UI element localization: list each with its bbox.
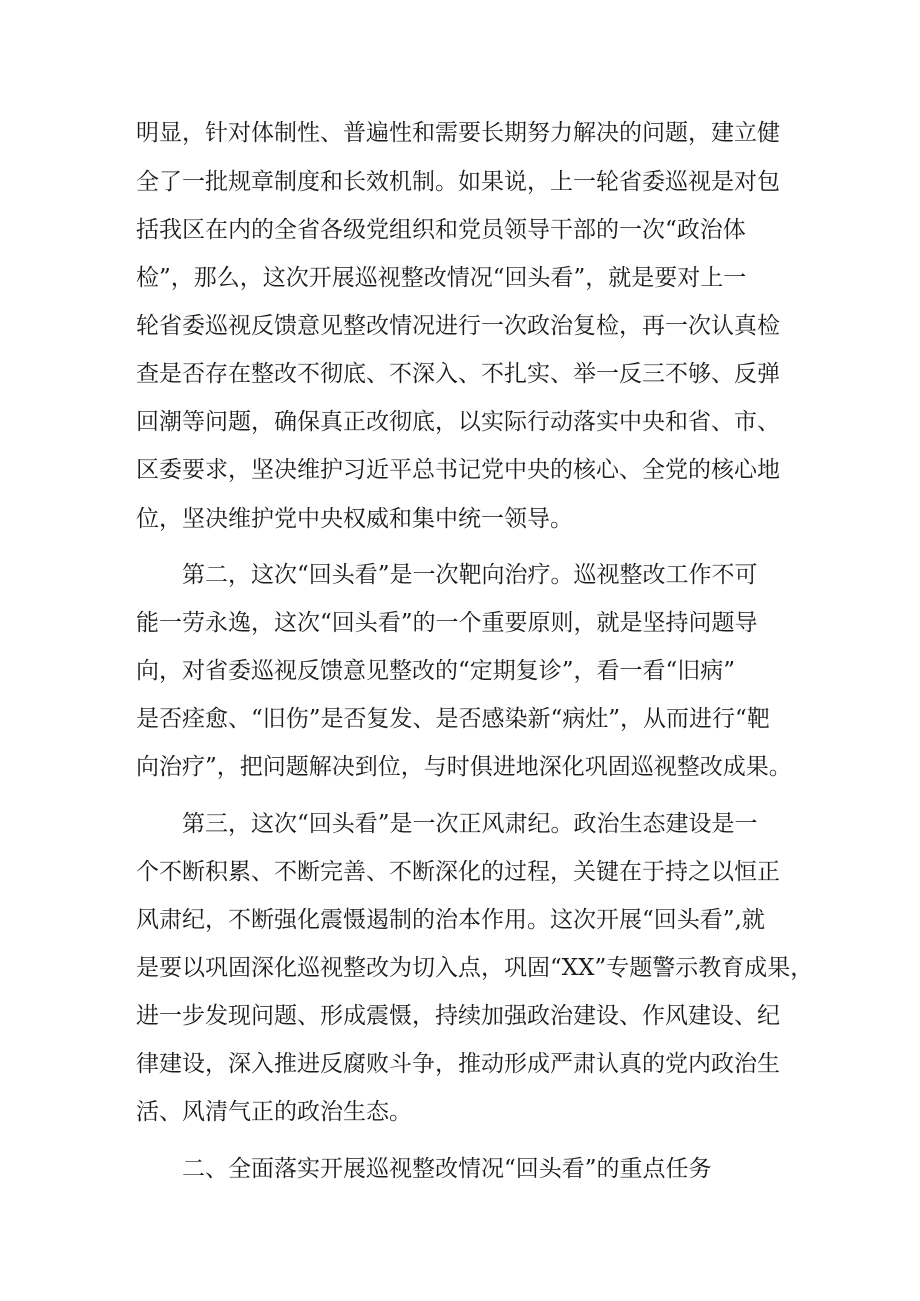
text-line: 回潮等问题，确保真正改彻底，以实际行动落实中央和省、市、 xyxy=(136,409,780,435)
text-line: 是要以巩固深化巡视整改为切入点，巩固“XX”专题警示教育成果， xyxy=(136,955,814,981)
text-line: 全了一批规章制度和长效机制。如果说，上一轮省委巡视是对包 xyxy=(136,169,780,195)
text-line: 明显，针对体制性、普遍性和需要长期努力解决的问题，建立健 xyxy=(136,120,780,146)
text-line: 律建设，深入推进反腐败斗争，推动形成严肃认真的党内政治生 xyxy=(136,1051,780,1077)
text-line: 个不断积累、不断完善、不断深化的过程，关键在于持之以恒正 xyxy=(136,859,780,885)
text-line: 查是否存在整改不彻底、不深入、不扎实、举一反三不够、反弹 xyxy=(136,361,780,387)
text-line: 区委要求，坚决维护习近平总书记党中央的核心、全党的核心地 xyxy=(136,457,780,483)
text-line: 位，坚决维护党中央权威和集中统一领导。 xyxy=(136,506,573,532)
text-line: 进一步发现问题、形成震慑，持续加强政治建设、作风建设、纪 xyxy=(136,1003,780,1029)
text-line: 向治疗”，把问题解决到位，与时俱进地深化巩固巡视整改成果。 xyxy=(136,754,792,780)
text-line: 括我区在内的全省各级党组织和党员领导干部的一次“政治体 xyxy=(136,217,746,243)
section-heading: 二、全面落实开展巡视整改情况“回头看”的重点任务 xyxy=(182,1156,712,1182)
paragraph-first-line: 第二，这次“回头看”是一次靶向治疗。巡视整改工作不可 xyxy=(182,562,758,588)
text-line: 轮省委巡视反馈意见整改情况进行一次政治复检，再一次认真检 xyxy=(136,313,780,339)
text-line: 活、风清气正的政治生态。 xyxy=(136,1099,412,1125)
text-line: 是否痊愈、“旧伤”是否复发、是否感染新“病灶”，从而进行“靶 xyxy=(136,706,770,732)
paragraph-first-line: 第三，这次“回头看”是一次正风肃纪。政治生态建设是一 xyxy=(182,811,758,837)
text-line: 能一劳永逸，这次“回头看”的一个重要原则，就是坚持问题导 xyxy=(136,610,758,636)
text-line: 风肃纪，不断强化震慑遏制的治本作用。这次开展“回头看”,就 xyxy=(136,907,765,933)
text-line: 检”，那么，这次开展巡视整改情况“回头看”，就是要对上一 xyxy=(136,265,747,291)
text-line: 向，对省委巡视反馈意见整改的“定期复诊”，看一看“旧病” xyxy=(136,658,736,684)
